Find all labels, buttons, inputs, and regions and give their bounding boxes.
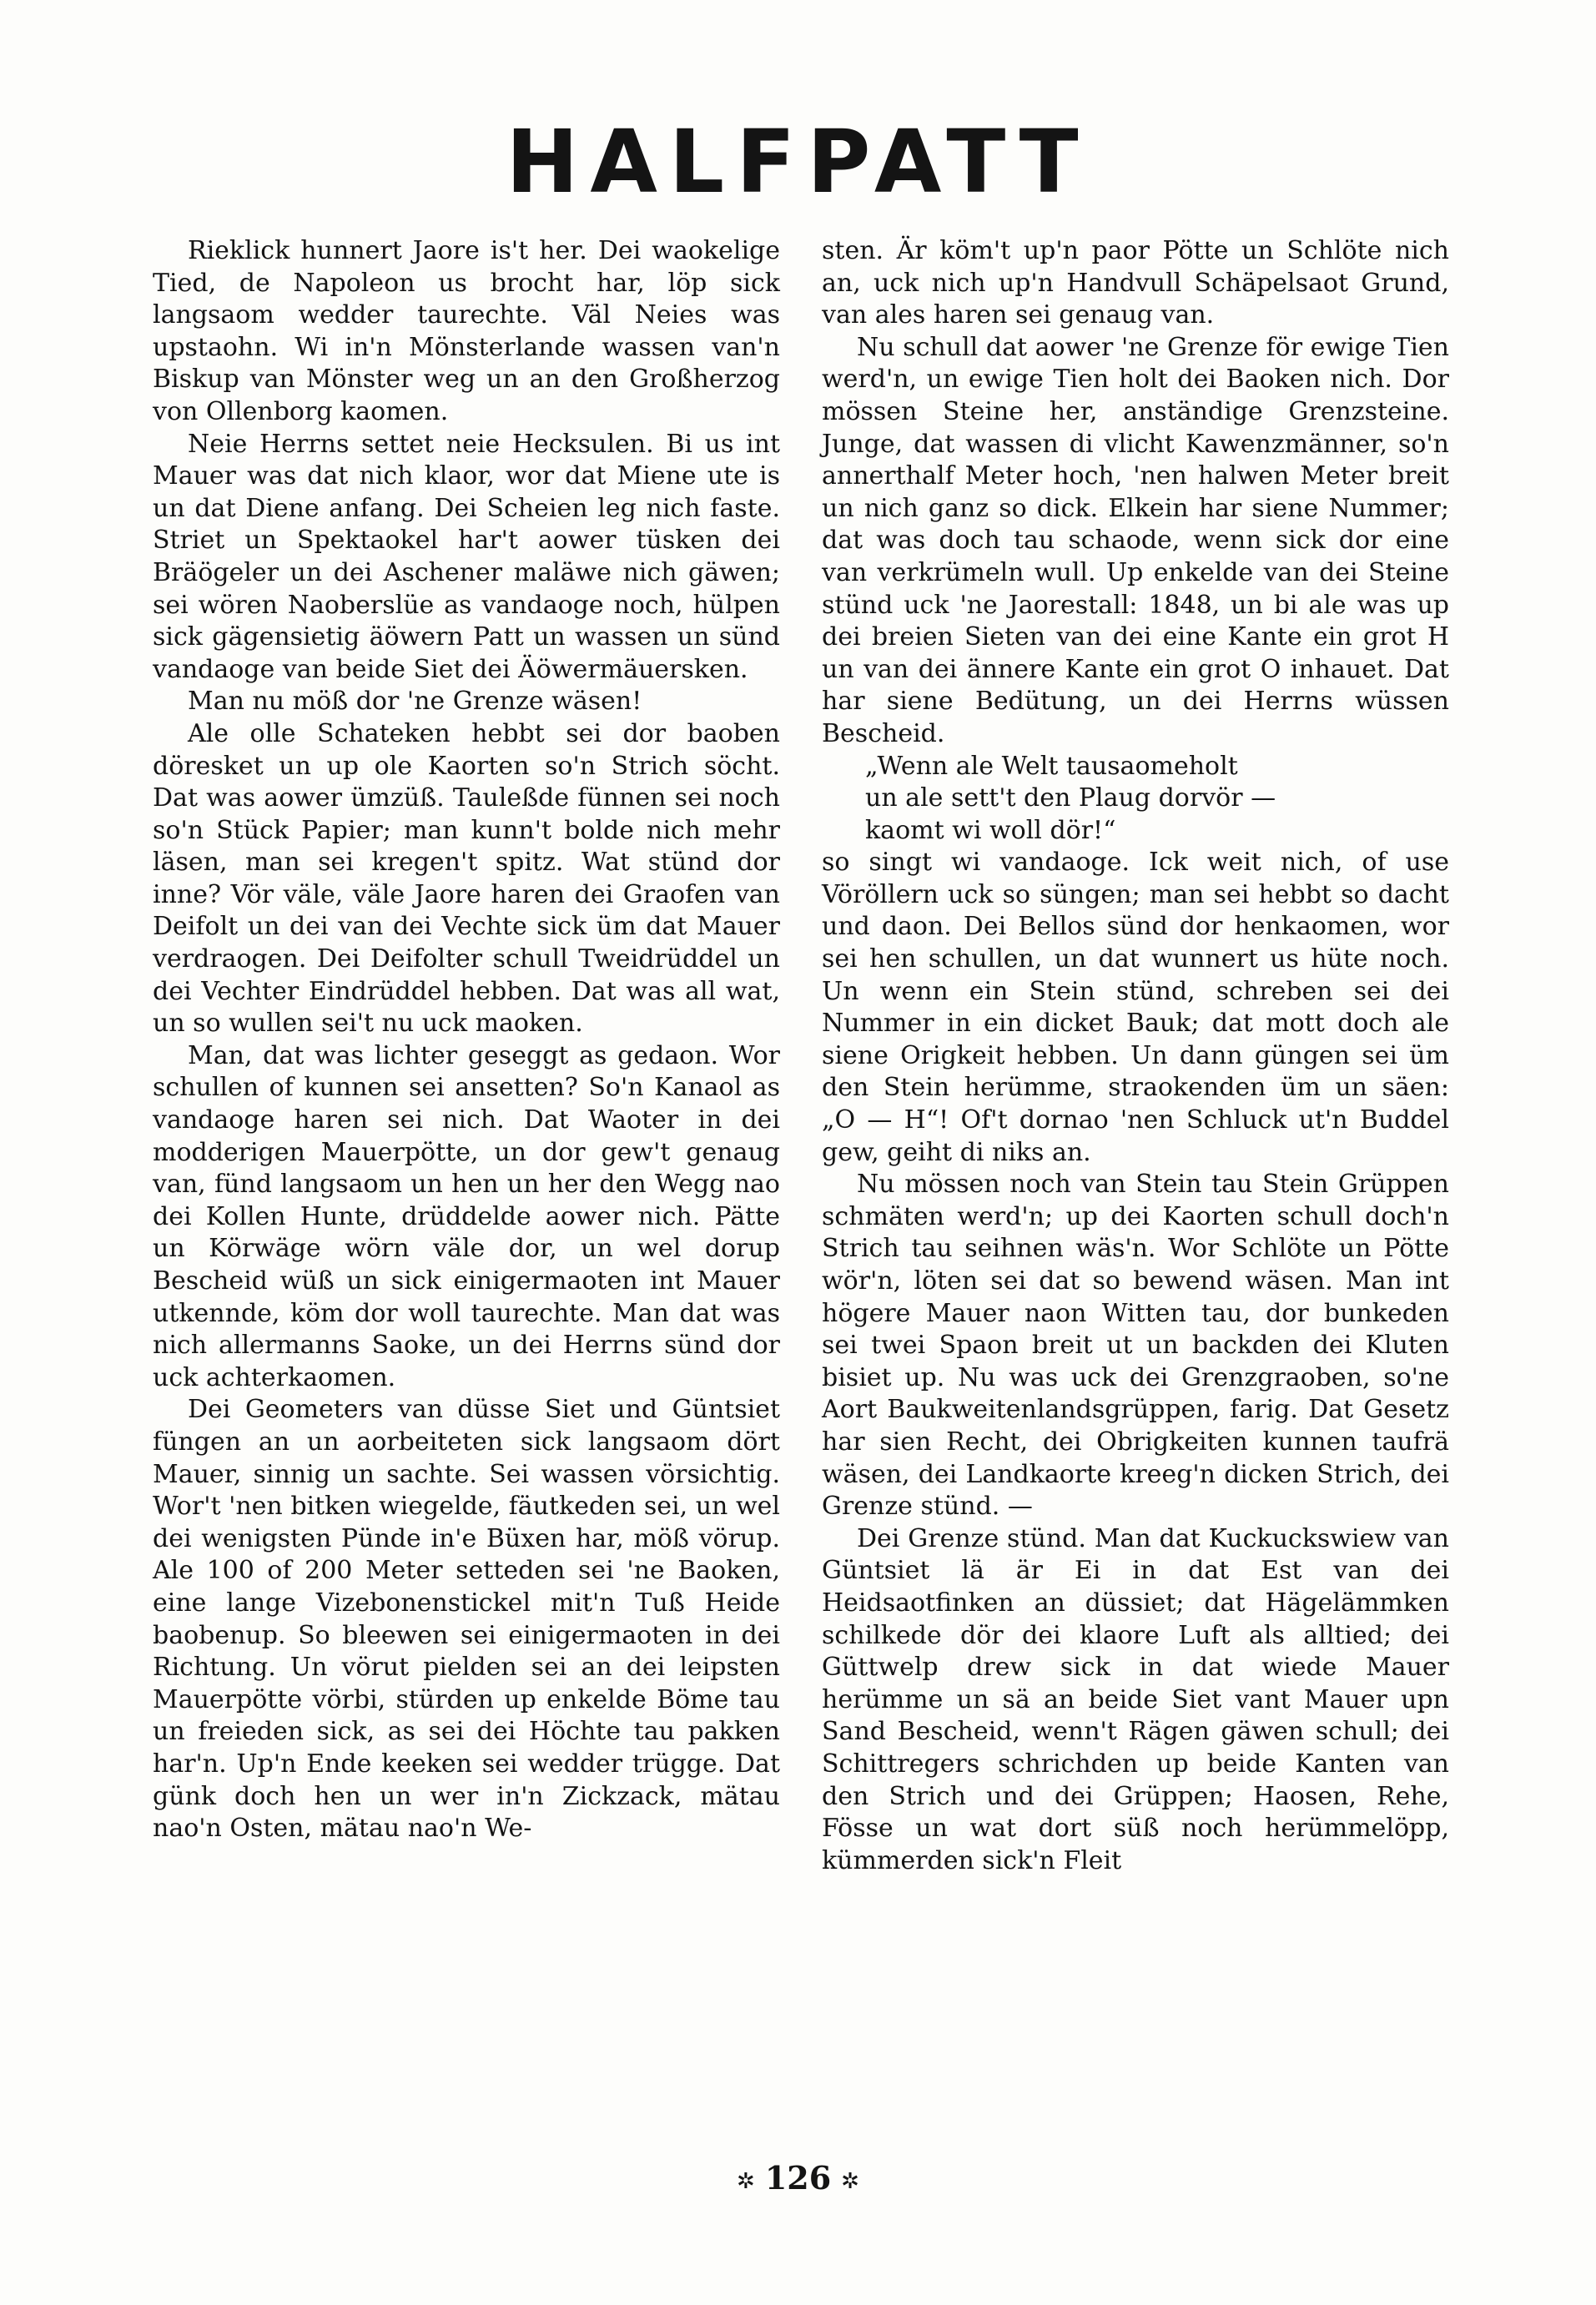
poem-line: un ale sett't den Plaug dorvör — <box>865 783 1276 813</box>
poem-line: „Wenn ale Welt tausaomeholt <box>865 751 1238 781</box>
paragraph: Dei Geometers van düsse Siet und Güntsiet füngen an un aorbeiteten sick langsaom dört Mauer, sinnig un sachte. Sei wassen vörsichtig. Wor't 'nen bitken wiegelde, fäutkeden sei, un wel dei wenigsten Pünde in'e Büxen har, möß vörup. Ale 100 of 200 Meter setteden sei 'ne Baoken, eine lange Vizebonenstickel mit'n Tuß Heide baobenup. So bleewen sei einigermaoten in dei Richtung. Un vörut pielden sei an dei leipsten Mauerpötte vörbi, stürden up enkelde Böme tau un freieden sick, as sei dei Höchte tau pakken har'n. Up'n Ende keeken sei wedder trügge. Dat günk doch hen un wer in'n Zickzack, mätau nao'n Osten, mätau nao'n We- <box>153 1395 780 1844</box>
left-column <box>153 235 780 1845</box>
paragraph: so singt wi vandaoge. Ick weit nich, of use Vöröllern uck so süngen; man sei hebbt so dacht und daon. Dei Bellos sünd dor henkaomen, wor sei hen schullen, un dat wunnert us hüte noch. Un wenn ein Stein stünd, schreben sei dei Nummer in ein dicket Bauk; dat mott doch ale siene Origkeit hebben. Un dann güngen sei üm den Stein herümme, straokenden üm un säen: „O — H“! Of't dornao 'nen Schluck ut'n Buddel gew, geiht di niks an. <box>822 848 1449 1167</box>
paragraph: sten. Är köm't up'n paor Pötte un Schlöte nich an, uck nich up'n Handvull Schäpelsaot Grund, van ales haren sei genaug van. <box>822 236 1449 330</box>
paragraph: Man nu möß dor 'ne Grenze wäsen! <box>188 687 642 717</box>
paragraph: Nu schull dat aower 'ne Grenze för ewige Tien werd'n, un ewige Tien holt dei Baoken nich. Dor mössen Steine her, anständige Grenzsteine. Junge, dat wassen di vlicht Kawenzmänner, so'n annerthalf Meter hoch, 'nen halwen Meter breit un nich ganz so dick. Elkein har siene Nummer; dat was doch tau schaode, wenn sick dor eine van verkrümeln wull. Up enkelde van dei Steine stünd uck 'ne Jaorestall: 1848, un bi ale was up dei breien Sieten van dei eine Kante ein grot H un van dei ännere Kante ein grot O inhauet. Dat har siene Bedütung, un dei Herrns wüssen Bescheid. <box>822 332 1449 748</box>
page-number-footer <box>0 2159 1596 2197</box>
page-title: HALFPATT <box>506 111 1090 213</box>
page-number: 126 <box>764 2159 832 2197</box>
star-ornament-icon: ✲ <box>841 2168 859 2194</box>
poem <box>865 751 1449 848</box>
poem-line: kaomt wi woll dör!“ <box>865 815 1116 845</box>
paragraph: Ale olle Schateken hebbt sei dor baoben döresket un up ole Kaorten so'n Strich söcht. Dat was aower ümzüß. Tauleßde fünnen sei noch so'n Stück Papier; man kunn't bolde nich mehr läsen, man sei kregen't spitz. Wat stünd dor inne? Vör väle, väle Jaore haren dei Graofen van Deifolt un dei van dei Vechte sick üm dat Mauer verdraogen. Dei Deifolter schull Tweidrüddel un dei Vechter Eindrüddel hebben. Dat was all wat, un so wullen sei't nu uck maoken. <box>153 718 780 1039</box>
paragraph: Neie Herrns settet neie Hecksulen. Bi us int Mauer was dat nich klaor, wor dat Miene ute is un dat Diene anfang. Dei Scheien leg nich faste. Striet un Spektaokel har't aower tüsken dei Bräögeler un dei Aschener maläwe nich gäwen; sei wören Naoberslüe as vandaoge noch, hülpen sick gägensietig äöwern Patt un wassen un sünd vandaoge van beide Siet dei Äöwermäuersken. <box>153 429 780 684</box>
paragraph: Man, dat was lichter geseggt as gedaon. Wor schullen of kunnen sei ansetten? So'n Kanaol as vandaoge haren sei nich. Dat Waoter in dei modderigen Mauerpötte, un dor gew't genaug van, fünd langsaom un hen un her den Wegg nao dei Kollen Hunte, drüddelde aower nich. Pätte un Körwäge wörn väle dor, un wel dorup Bescheid wüß un sick einigermaoten int Mauer utkennde, köm dor woll taurechte. Man dat was nich allermanns Saoke, un dei Herrns sünd dor uck achterkaomen. <box>153 1040 780 1392</box>
paragraph: Nu mössen noch van Stein tau Stein Grüppen schmäten werd'n; up dei Kaorten schull doch'n Strich tau seihnen wäs'n. Wor Schlöte un Pötte wör'n, löten sei dat so bewend wäsen. Man int högere Mauer naon Witten tau, dor bunkeden sei twei Spaon breit ut un backden dei Kluten bisiet up. Nu was uck dei Grenzgraoben, so'ne Aort Baukweitenlandsgrüppen, farig. Dat Gesetz har sien Recht, dei Obrigkeiten kunnen taufrä wäsen, dei Landkaorte kreeg'n dicken Strich, dei Grenze stünd. — <box>822 1170 1449 1522</box>
right-column <box>822 235 1449 1877</box>
paragraph: Rieklick hunnert Jaore is't her. Dei waokelige Tied, de Napoleon us brocht har, löp sick langsaom wedder taurechte. Väl Neies was upstaohn. Wi in'n Mönsterlande wassen van'n Biskup van Mönster weg un an den Großherzog von Ollenborg kaomen. <box>153 236 780 426</box>
star-ornament-icon: ✲ <box>737 2168 755 2194</box>
paragraph: Dei Grenze stünd. Man dat Kuckuckswiew van Güntsiet lä är Ei in dat Est van dei Heidsaotfinken an düssiet; dat Hägelämmken schilkede dör dei klaore Luft als alltied; dei Güttwelp drew sick in dat wiede Mauer herümme un sä an beide Siet vant Mauer upn Sand Bescheid, wenn't Rägen gäwen schull; dei Schittregers schrichden up beide Kanten van den Strich und dei Grüppen; Haosen, Rehe, Fösse un wat dort süß noch herümmelöpp, kümmerden sick'n Fleit <box>822 1523 1449 1875</box>
